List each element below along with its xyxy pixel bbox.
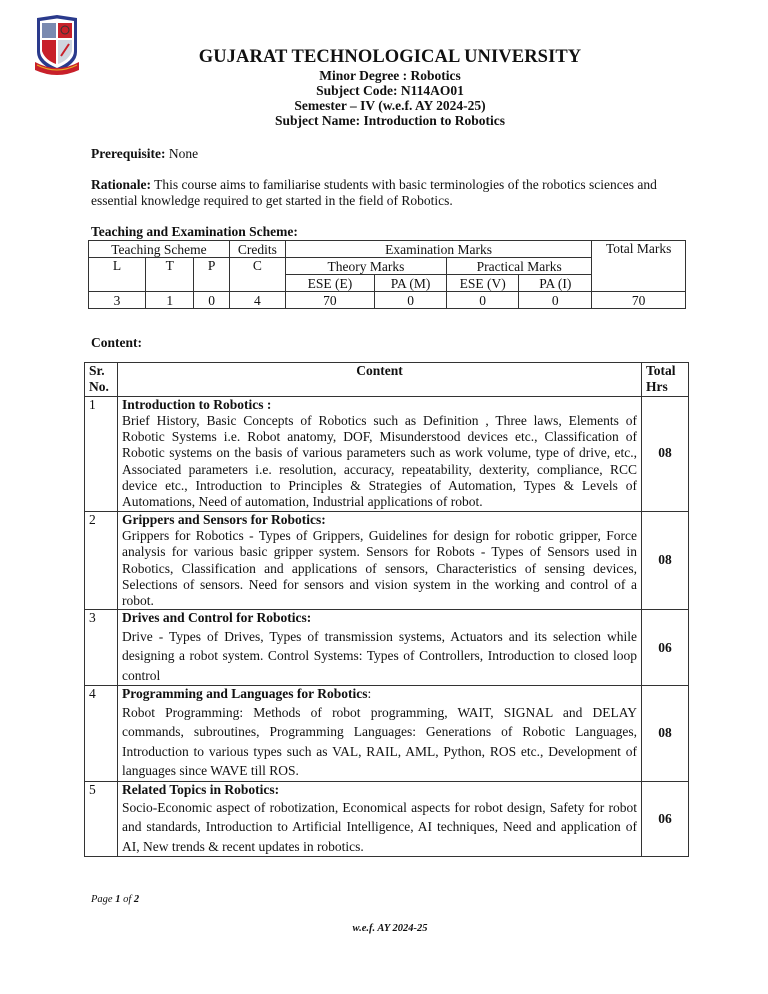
pa-m-header: PA (M)	[375, 275, 447, 292]
row-hrs: 08	[642, 511, 689, 610]
university-name: GUJARAT TECHNOLOGICAL UNIVERSITY	[198, 47, 582, 67]
row-topic: Programming and Languages for Robotics	[122, 686, 368, 702]
prerequisite	[91, 146, 691, 162]
teaching-scheme-header: Teaching Scheme	[89, 241, 230, 258]
row-body: Grippers for Robotics - Types of Grippers, Guidelines for design for robotic gripper, Force analysis for various basic gripper system. Sensors for Robots - Types of Sensors used in Robotics, Classification and applications of sensors, Characteristics of sensing devices, Selections of sensors. Need for sensors and vision system in the working and control of a robot.	[122, 527, 637, 609]
table-row	[85, 686, 689, 781]
scheme-title: Teaching and Examination Scheme:	[91, 224, 298, 239]
practical-header: P	[194, 258, 229, 292]
row-hrs: 08	[642, 396, 689, 511]
row-sr: 5	[85, 781, 118, 857]
rationale	[91, 177, 691, 209]
content-header: Content	[118, 363, 642, 397]
practical-value: 0	[194, 292, 229, 309]
ese-e-value: 70	[285, 292, 374, 309]
ese-e-header: ESE (E)	[285, 275, 374, 292]
row-content	[118, 511, 642, 610]
row-content	[118, 686, 642, 781]
row-sr: 3	[85, 610, 118, 686]
degree-line: Minor Degree : Robotics	[319, 68, 461, 83]
content-table	[84, 362, 689, 857]
table-row	[85, 610, 689, 686]
prerequisite-value: None	[165, 146, 199, 161]
teaching-scheme-table	[88, 240, 686, 309]
credits-value: 4	[229, 292, 285, 309]
row-sr: 2	[85, 511, 118, 610]
row-topic-line	[122, 686, 637, 702]
credit-c-header: C	[229, 258, 285, 292]
document-header	[0, 46, 768, 128]
pa-m-value: 0	[375, 292, 447, 309]
lecture-value: 3	[89, 292, 146, 309]
page-total: 2	[133, 894, 140, 905]
row-content	[118, 610, 642, 686]
total-hrs-header: Total Hrs	[642, 363, 689, 397]
total-marks-header: Total Marks	[592, 241, 686, 292]
credits-header: Credits	[229, 241, 285, 258]
row-sr: 4	[85, 686, 118, 781]
row-body: Socio-Economic aspect of robotization, Economical aspects for robot design, Safety for robot and standards, Introduction to Artificial Intelligence, AI techniques, Need and application of AI, New trends & recent updates in robotics.	[122, 799, 637, 854]
row-hrs: 08	[642, 686, 689, 781]
page-number	[91, 894, 139, 905]
ese-v-header: ESE (V)	[447, 275, 519, 292]
table-row	[85, 396, 689, 511]
row-body: Drive - Types of Drives, Types of transmission systems, Actuators and its selection while designing a robot system. Control Systems: Types of Controllers, Introduction to closed loop control	[122, 628, 637, 683]
table-row	[85, 781, 689, 857]
scheme-values-row	[89, 292, 686, 309]
lecture-header: L	[89, 258, 146, 292]
row-topic: Drives and Control for Robotics:	[122, 610, 312, 626]
tutorial-header: T	[146, 258, 194, 292]
exam-marks-header: Examination Marks	[285, 241, 592, 258]
row-body: Robot Programming: Methods of robot programming, WAIT, SIGNAL and DELAY commands, subroutines, Programming Languages: Generations of Robotic Languages, Introduction to various types such as VAL, RAIL, AML, Python, ROS etc., Development of languages since WAVE till ROS.	[122, 704, 637, 779]
total-marks-value: 70	[592, 292, 686, 309]
sr-no-header: Sr. No.	[85, 363, 118, 397]
row-content	[118, 396, 642, 511]
content-title: Content:	[91, 335, 142, 350]
page-prefix: Page	[91, 894, 116, 905]
theory-marks-header: Theory Marks	[285, 258, 446, 275]
row-topic: Introduction to Robotics :	[122, 396, 272, 412]
tutorial-value: 1	[146, 292, 194, 309]
row-topic: Grippers and Sensors for Robotics:	[122, 511, 326, 527]
rationale-value: This course aims to familiarise students with basic terminologies of the robotics sciences and essential knowledge required to get started in the field of Robotics.	[91, 177, 657, 208]
pa-i-header: PA (I)	[519, 275, 592, 292]
practical-marks-header: Practical Marks	[447, 258, 592, 275]
row-topic: Related Topics in Robotics:	[122, 781, 280, 797]
row-content	[118, 781, 642, 857]
row-sr: 1	[85, 396, 118, 511]
subject-name-line: Subject Name: Introduction to Robotics	[275, 113, 505, 128]
row-body: Brief History, Basic Concepts of Robotics such as Definition , Three laws, Elements of Robotic Systems i.e. Robot anatomy, DOF, Misunderstood devices etc., Classification of Robotic systems on the basis of various parameters such as work volume, type of drive, etc., Associated parameters i.e. resolution, accuracy, repeatability, dexterity, compliance, RCC device etc., Introduction to Principles & Strategies of Automation, Types & Levels of Automations, Need of automation, Industrial applications of robot.	[122, 412, 637, 510]
ese-v-value: 0	[447, 292, 519, 309]
page-current: 1	[115, 894, 121, 905]
subject-code-line: Subject Code: N114AO01	[316, 83, 464, 98]
semester-line: Semester – IV (w.e.f. AY 2024-25)	[294, 98, 486, 113]
row-hrs: 06	[642, 781, 689, 857]
row-hrs: 06	[642, 610, 689, 686]
rationale-label: Rationale:	[91, 177, 151, 192]
table-row	[85, 511, 689, 610]
wef-footer: w.e.f. AY 2024-25	[352, 923, 428, 934]
page-of: of	[120, 894, 134, 905]
prerequisite-label: Prerequisite:	[91, 146, 166, 161]
pa-i-value: 0	[519, 292, 592, 309]
row-topic-suffix: :	[367, 686, 372, 702]
